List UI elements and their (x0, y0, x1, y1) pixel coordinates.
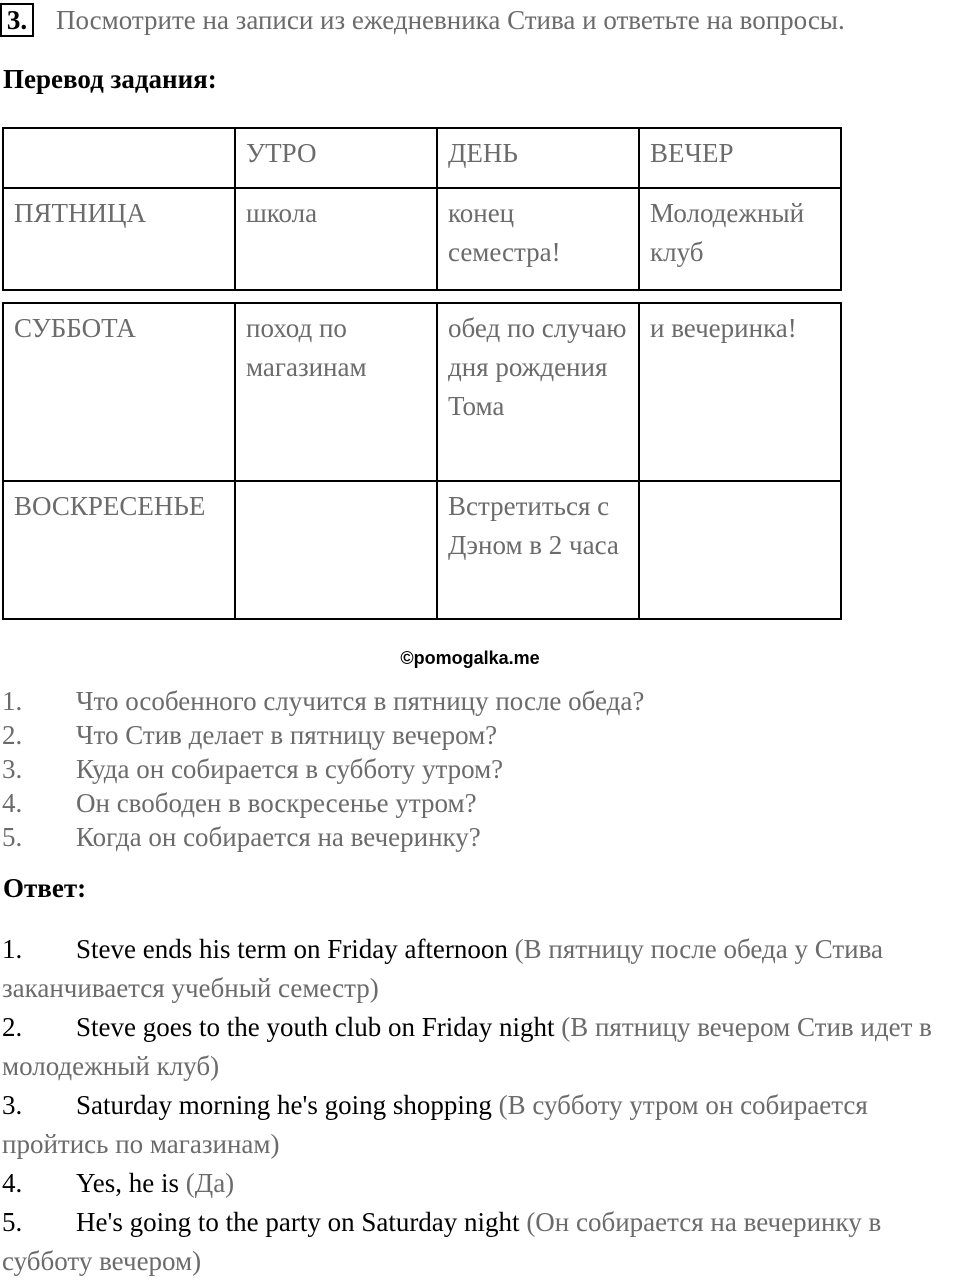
table-cell: СУББОТА (3, 303, 235, 481)
answer-russian: (В пятницу вечером Стив идет в молодежный клуб) (2, 1012, 932, 1081)
answer-russian: (В субботу утром он собирается пройтись по магазинам) (2, 1090, 868, 1159)
table-cell: конец семестра! (437, 188, 639, 290)
table-cell: ДЕНЬ (437, 128, 639, 188)
table-row (3, 128, 841, 188)
answer-english: Saturday morning he's going shopping (76, 1090, 492, 1120)
list-item (2, 1164, 960, 1203)
answer-russian: (Он собирается на вечеринку в субботу вечером) (2, 1207, 882, 1276)
table-row (3, 303, 841, 481)
diary-table-1 (2, 127, 842, 291)
table-cell: и вечеринка! (639, 303, 841, 481)
table-cell: УТРО (235, 128, 437, 188)
questions-list (2, 684, 952, 854)
list-item (2, 930, 960, 1008)
table-row (3, 481, 841, 619)
table-cell: ПЯТНИЦА (3, 188, 235, 290)
task-text: Посмотрите на записи из ежедневника Стива и ответьте на вопросы. (56, 4, 845, 35)
answer-number: 5. (2, 1207, 23, 1237)
list-item (2, 1086, 960, 1164)
watermark: ©pomogalka.me (400, 648, 540, 668)
diary-table-2 (2, 302, 842, 620)
list-item (2, 718, 952, 752)
question-text: Он свободен в воскресенье утром? (76, 788, 477, 818)
answers-list (2, 930, 960, 1281)
table-row (3, 188, 841, 290)
answer-english: Yes, he is (76, 1168, 180, 1198)
question-number: 1. (2, 686, 23, 716)
question-text: Куда он собирается в субботу утром? (76, 754, 504, 784)
table-cell: обед по случаю дня рождения Тома (437, 303, 639, 481)
question-number: 4. (2, 788, 23, 818)
answer-english: Steve ends his term on Friday afternoon (76, 934, 508, 964)
answer-number: 4. (2, 1168, 23, 1198)
task-line (0, 2, 845, 38)
table-cell (235, 481, 437, 619)
table-cell: поход по магазинам (235, 303, 437, 481)
question-number: 2. (2, 720, 23, 750)
answer-russian: (В пятницу после обеда у Стива заканчивается учебный семестр) (2, 934, 884, 1003)
answer-heading: Ответ: (3, 873, 87, 903)
table-cell: Встретиться с Дэном в 2 часа (437, 481, 639, 619)
list-item (2, 820, 952, 854)
table-cell: школа (235, 188, 437, 290)
answer-english: Steve goes to the youth club on Friday night (76, 1012, 555, 1042)
table-cell: ВЕЧЕР (639, 128, 841, 188)
question-text: Когда он собирается на вечеринку? (76, 822, 481, 852)
translation-heading: Перевод задания: (3, 64, 217, 94)
list-item (2, 752, 952, 786)
table-cell: Молодежный клуб (639, 188, 841, 290)
question-text: Что Стив делает в пятницу вечером? (76, 720, 498, 750)
list-item (2, 1008, 960, 1086)
table-cell (3, 128, 235, 188)
table-cell: ВОСКРЕСЕНЬЕ (3, 481, 235, 619)
answer-russian: (Да) (185, 1168, 235, 1198)
table-cell (639, 481, 841, 619)
list-item (2, 1203, 960, 1281)
list-item (2, 684, 952, 718)
answer-number: 3. (2, 1090, 23, 1120)
answer-number: 1. (2, 934, 23, 964)
list-item (2, 786, 952, 820)
question-text: Что особенного случится в пятницу после обеда? (76, 686, 645, 716)
answer-english: He's going to the party on Saturday night (76, 1207, 520, 1237)
question-number: 3. (2, 754, 23, 784)
answer-number: 2. (2, 1012, 23, 1042)
question-number: 5. (2, 822, 23, 852)
task-number: 3. (0, 3, 34, 37)
